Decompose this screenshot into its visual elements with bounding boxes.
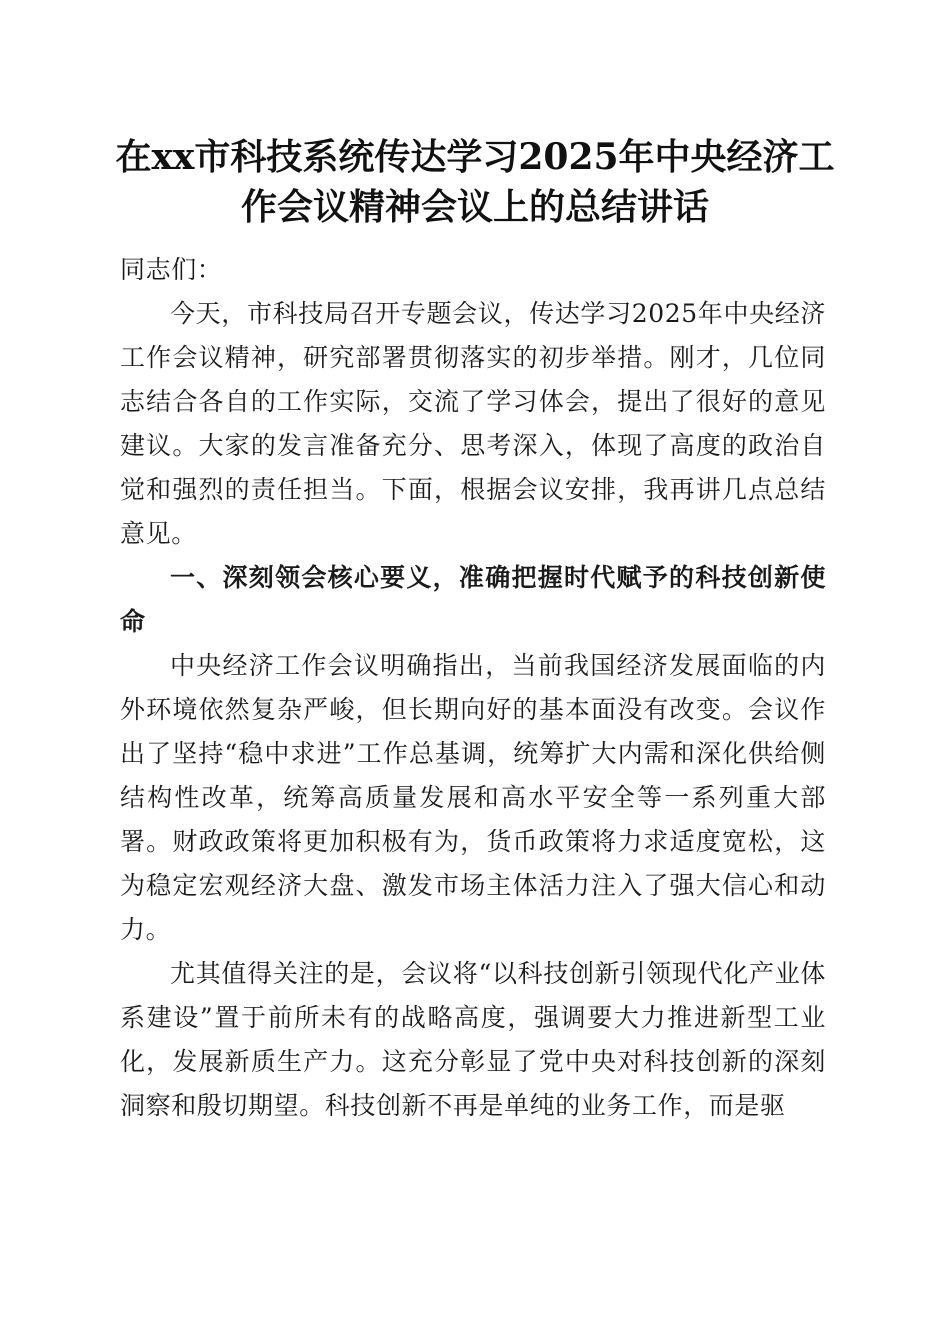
- intro-paragraph: 今天，市科技局召开专题会议，传达学习2025年中央经济工作会议精神，研究部署贯彻落实的初步举措。刚才，几位同志结合各自的工作实际，交流了学习体会，提出了很好的意见建议。大家的发言准备充分、思考深入，体现了高度的政治自觉和强烈的责任担当。下面，根据会议安排，我再讲几点总结意见。: [120, 299, 826, 548]
- document-body: [120, 248, 826, 1128]
- salutation: 同志们：: [120, 255, 223, 284]
- section1-paragraph-2: 尤其值得关注的是，会议将“以科技创新引领现代化产业体系建设”置于前所未有的战略高度，强调要大力推进新型工业化，发展新质生产力。这充分彰显了党中央对科技创新的深刻洞察和殷切期望。科技创新不再是单纯的业务工作，而是驱: [120, 959, 826, 1120]
- section1-paragraph-1: 中央经济工作会议明确指出，当前我国经济发展面临的内外环境依然复杂严峻，但长期向好的基本面没有改变。会议作出了坚持“稳中求进”工作总基调，统筹扩大内需和深化供给侧结构性改革，统筹高质量发展和高水平安全等一系列重大部署。财政政策将更加积极有为，货币政策将力求适度宽松，这为稳定宏观经济大盘、激发市场主体活力注入了强大信心和动力。: [120, 651, 826, 944]
- section-heading-1: 一、深刻领会核心要义，准确把握时代赋予的科技创新使命: [120, 563, 826, 636]
- document-title: 在xx市科技系统传达学习2025年中央经济工作会议精神会议上的总结讲话: [115, 136, 835, 228]
